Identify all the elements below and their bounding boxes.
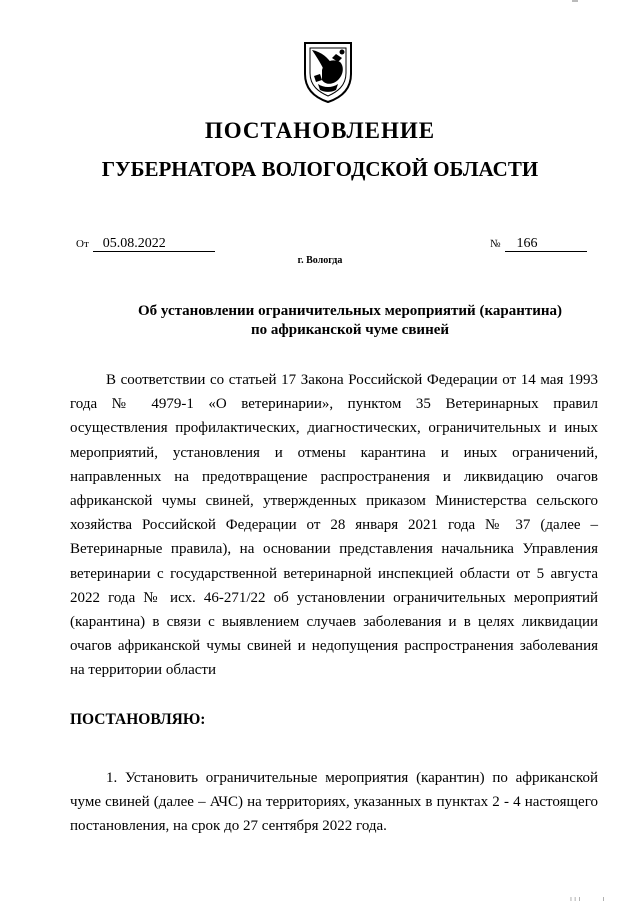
coat-of-arms-icon (302, 40, 354, 104)
scan-marks: ı ı ı ı (570, 895, 605, 903)
city-label: г. Вологда (297, 255, 343, 266)
scan-mark (572, 0, 578, 2)
date-value: 05.08.2022 (93, 237, 215, 252)
date-label: От (76, 238, 89, 250)
document-subtitle: ГУБЕРНАТОРА ВОЛОГОДСКОЙ ОБЛАСТИ (101, 157, 539, 181)
preamble-paragraph: В соответствии со статьей 17 Закона Российской Федерации от 14 мая 1993 года № 4979-1 «О ветеринарии», пунктом 35 Ветеринарных правил осуществления профилактических, диагностических, ограничительных и иных мероприятий, установления и отмены карантина и иных ограничений, направленных на предотвращение распространения и ликвидацию очагов африканской чумы свиней, утвержденных приказом Министерства сельского хозяйства Российской Федерации от 28 января 2021 года № 37 (далее – Ветеринарные правила), на основании представления начальника Управления ветеринарии с государственной ветеринарной инспекцией области от 5 августа 2022 года № исх. 46-271/22 об установлении ограничительных мероприятий (карантина) в связи с выявлением случаев заболевания и в целях ликвидации очагов африканской чумы свиней и недопущения распространения заболевания на территории области (70, 372, 598, 679)
decree-heading: ПОСТАНОВЛЯЮ: (70, 711, 206, 728)
number-value: 166 (505, 237, 587, 252)
document-subject (100, 302, 600, 340)
clause-1-paragraph: 1. Установить ограничительные мероприятия (карантин) по африканской чуме свиней (далее – АЧС) на территориях, указанных в пунктах 2 - 4 настоящего постановления, на срок до 27 сентября 2022 года. (70, 770, 598, 835)
number-field (490, 236, 587, 252)
number-label: № (490, 238, 501, 250)
subject-line-2: по африканской чуме свиней (250, 322, 450, 338)
date-field (76, 236, 215, 252)
subject-line-1: Об установлении ограничительных мероприятий (карантина) (137, 303, 562, 319)
document-title: ПОСТАНОВЛЕНИЕ (204, 118, 436, 143)
